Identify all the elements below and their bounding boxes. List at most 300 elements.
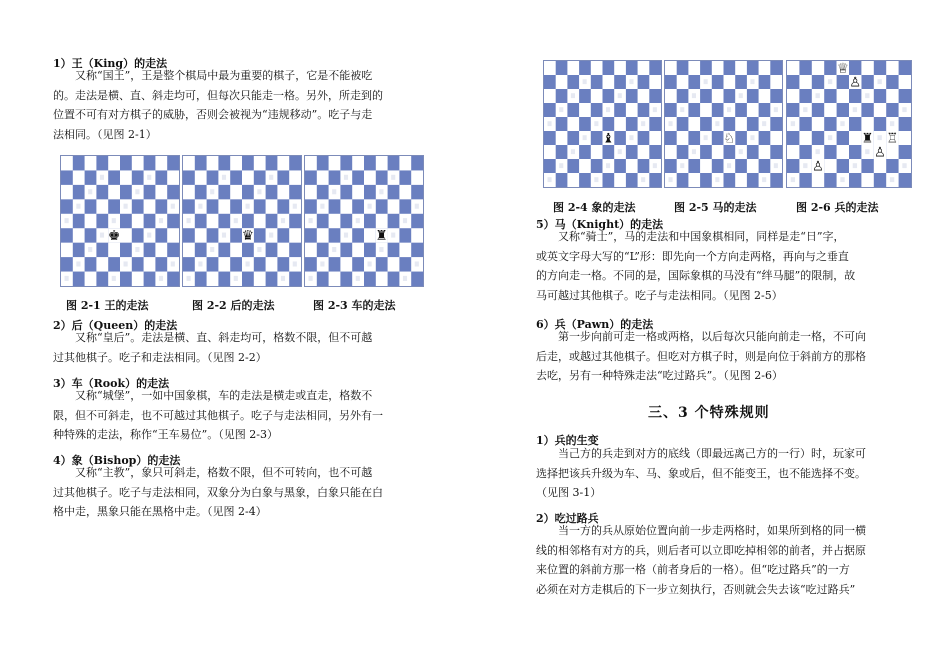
light-square	[96, 257, 108, 272]
dark-square	[96, 214, 108, 229]
square-marker	[257, 189, 261, 194]
square-marker	[379, 189, 383, 194]
bishop-board-svg	[544, 61, 661, 187]
square-marker	[309, 218, 313, 223]
light-square	[799, 75, 812, 89]
light-square	[155, 156, 167, 171]
dark-square	[305, 228, 317, 243]
dark-square	[96, 272, 108, 286]
dark-square	[85, 257, 97, 272]
light-square	[638, 61, 650, 75]
dark-square	[614, 131, 626, 145]
square-marker	[548, 121, 552, 126]
dark-square	[61, 170, 73, 185]
square-marker	[269, 175, 273, 180]
light-square	[649, 75, 661, 89]
dark-square	[266, 185, 278, 200]
dark-square	[329, 257, 341, 272]
board-pawn	[786, 60, 912, 188]
square-marker	[112, 218, 116, 223]
square-marker	[171, 204, 175, 209]
light-square	[411, 170, 423, 185]
dark-square	[218, 185, 230, 200]
dark-square	[289, 214, 301, 229]
square-marker	[147, 175, 151, 180]
caption-2-5: 图 2-5 马的走法	[674, 201, 757, 214]
light-square	[289, 228, 301, 243]
dark-square	[886, 103, 899, 117]
light-square	[614, 61, 626, 75]
square-marker	[715, 121, 719, 126]
dark-square	[591, 131, 603, 145]
dark-square	[242, 156, 254, 171]
light-square	[317, 170, 329, 185]
dark-square	[849, 145, 862, 159]
square-marker	[187, 276, 191, 281]
square-marker	[653, 163, 657, 168]
square-marker	[198, 204, 202, 209]
light-square	[364, 228, 376, 243]
light-square	[289, 170, 301, 185]
dark-square	[242, 243, 254, 258]
queen-heading: 2）后（Queen）的走法	[53, 319, 178, 332]
dark-square	[340, 243, 352, 258]
dark-square	[591, 103, 603, 117]
dark-square	[677, 117, 689, 131]
dark-square	[195, 214, 207, 229]
en-passant-heading: 2）吃过路兵	[536, 512, 599, 525]
light-square	[340, 257, 352, 272]
board-queen	[182, 155, 302, 287]
dark-square	[388, 156, 400, 171]
dark-square	[155, 257, 167, 272]
dark-square	[700, 173, 712, 187]
square-marker	[571, 93, 575, 98]
dark-square	[266, 156, 278, 171]
square-marker	[147, 233, 151, 238]
light-square	[254, 156, 266, 171]
square-marker	[803, 163, 807, 168]
dark-square	[411, 156, 423, 171]
dark-square	[352, 228, 364, 243]
dark-square	[759, 103, 771, 117]
light-square	[242, 170, 254, 185]
square-marker	[606, 107, 610, 112]
dark-square	[183, 257, 195, 272]
light-square	[787, 145, 800, 159]
square-marker	[653, 107, 657, 112]
light-square	[812, 173, 825, 187]
light-square	[144, 199, 156, 214]
light-square	[747, 103, 759, 117]
square-marker	[890, 177, 894, 182]
knight-paragraph: 又称“骑士”，马的走法和中国象棋相同，同样是走“日”字， 或英文字母大写的“L”形：即先向一个方向走两格，再向与之垂直 的方向走一格。不同的是，国际象棋的马没有“绊马腿”的限制，故 马可越过其他棋子。吃子与走法相同。（见图 2-5）	[536, 230, 856, 302]
light-square	[544, 145, 556, 159]
dark-square	[317, 185, 329, 200]
dark-square	[874, 61, 887, 75]
light-square	[352, 156, 364, 171]
square-marker	[739, 93, 743, 98]
light-square	[85, 156, 97, 171]
dark-square	[747, 117, 759, 131]
dark-square	[73, 185, 85, 200]
dark-square	[254, 228, 266, 243]
square-marker	[391, 233, 395, 238]
dark-square	[411, 185, 423, 200]
dark-square	[167, 272, 179, 286]
dark-square	[579, 61, 591, 75]
rook-piece: ♜	[375, 228, 388, 245]
square-marker	[774, 163, 778, 168]
light-square	[61, 243, 73, 258]
light-square	[207, 214, 219, 229]
dark-square	[61, 257, 73, 272]
light-square	[759, 61, 771, 75]
square-marker	[865, 149, 869, 154]
square-marker	[902, 107, 906, 112]
square-marker	[293, 204, 297, 209]
dark-square	[61, 228, 73, 243]
dark-square	[837, 75, 850, 89]
dark-square	[167, 185, 179, 200]
queen-piece: ♕	[836, 61, 849, 77]
dark-square	[167, 243, 179, 258]
square-marker	[840, 177, 844, 182]
dark-square	[824, 145, 837, 159]
queen-board-svg	[183, 156, 301, 286]
light-square	[849, 131, 862, 145]
square-marker	[583, 135, 587, 140]
light-square	[688, 173, 700, 187]
dark-square	[254, 257, 266, 272]
square-marker	[320, 204, 324, 209]
dark-square	[812, 75, 825, 89]
square-marker	[878, 135, 882, 140]
dark-square	[649, 145, 661, 159]
light-square	[787, 89, 800, 103]
dark-square	[579, 173, 591, 187]
light-square	[556, 131, 568, 145]
light-square	[665, 145, 677, 159]
light-square	[167, 170, 179, 185]
dark-square	[277, 257, 289, 272]
square-marker	[124, 204, 128, 209]
dark-square	[120, 272, 132, 286]
dark-square	[399, 170, 411, 185]
square-marker	[135, 247, 139, 252]
dark-square	[688, 159, 700, 173]
bishop-heading: 4）象（Bishop）的走法	[53, 454, 181, 467]
dark-square	[700, 117, 712, 131]
dark-square	[195, 272, 207, 286]
dark-square	[242, 185, 254, 200]
dark-square	[626, 173, 638, 187]
dark-square	[688, 103, 700, 117]
square-marker	[281, 218, 285, 223]
dark-square	[73, 243, 85, 258]
dark-square	[364, 243, 376, 258]
light-square	[579, 103, 591, 117]
dark-square	[132, 228, 144, 243]
dark-square	[364, 272, 376, 286]
light-square	[218, 199, 230, 214]
light-square	[626, 103, 638, 117]
light-square	[556, 75, 568, 89]
light-square	[61, 185, 73, 200]
dark-square	[556, 61, 568, 75]
dark-square	[603, 145, 615, 159]
dark-square	[305, 199, 317, 214]
light-square	[567, 61, 579, 75]
light-square	[61, 156, 73, 171]
square-marker	[727, 107, 731, 112]
light-square	[665, 61, 677, 75]
dark-square	[886, 159, 899, 173]
rook-board-svg	[305, 156, 423, 286]
square-marker	[246, 204, 250, 209]
light-square	[108, 156, 120, 171]
dark-square	[614, 75, 626, 89]
dark-square	[824, 89, 837, 103]
light-square	[677, 75, 689, 89]
king-board-svg	[61, 156, 179, 286]
dark-square	[849, 61, 862, 75]
dark-square	[218, 214, 230, 229]
dark-square	[155, 228, 167, 243]
dark-square	[579, 117, 591, 131]
light-square	[108, 243, 120, 258]
light-square	[638, 145, 650, 159]
light-square	[73, 170, 85, 185]
square-marker	[415, 261, 419, 266]
dark-square	[759, 75, 771, 89]
square-marker	[210, 189, 214, 194]
dark-square	[603, 61, 615, 75]
light-square	[567, 117, 579, 131]
dark-square	[144, 272, 156, 286]
dark-square	[849, 173, 862, 187]
dark-square	[626, 61, 638, 75]
dark-square	[874, 173, 887, 187]
dark-square	[837, 159, 850, 173]
square-marker	[594, 121, 598, 126]
dark-square	[132, 199, 144, 214]
light-square	[861, 61, 874, 75]
dark-square	[329, 199, 341, 214]
dark-square	[167, 214, 179, 229]
light-square	[747, 159, 759, 173]
dark-square	[183, 170, 195, 185]
dark-square	[556, 117, 568, 131]
dark-square	[230, 257, 242, 272]
light-square	[799, 131, 812, 145]
light-square	[183, 185, 195, 200]
dark-square	[770, 173, 782, 187]
dark-square	[556, 89, 568, 103]
dark-square	[277, 170, 289, 185]
light-square	[886, 61, 899, 75]
light-square	[376, 156, 388, 171]
dark-square	[787, 103, 800, 117]
dark-square	[277, 199, 289, 214]
dark-square	[329, 228, 341, 243]
dark-square	[759, 159, 771, 173]
dark-square	[712, 159, 724, 173]
dark-square	[812, 103, 825, 117]
dark-square	[556, 173, 568, 187]
light-square	[120, 228, 132, 243]
dark-square	[352, 170, 364, 185]
caption-2-2: 图 2-2 后的走法	[192, 299, 275, 312]
light-square	[305, 243, 317, 258]
dark-square	[591, 75, 603, 89]
light-square	[155, 243, 167, 258]
light-square	[874, 159, 887, 173]
dark-square	[735, 75, 747, 89]
light-square	[770, 131, 782, 145]
pawn-piece: ♙	[812, 159, 824, 175]
square-marker	[222, 175, 226, 180]
dark-square	[352, 257, 364, 272]
board-king	[60, 155, 180, 287]
dark-square	[861, 159, 874, 173]
square-marker	[368, 261, 372, 266]
square-marker	[391, 175, 395, 180]
board-bishop	[543, 60, 662, 188]
square-marker	[840, 121, 844, 126]
dark-square	[85, 199, 97, 214]
dark-square	[638, 75, 650, 89]
light-square	[195, 170, 207, 185]
square-marker	[246, 261, 250, 266]
square-marker	[403, 276, 407, 281]
square-marker	[828, 135, 832, 140]
dark-square	[266, 214, 278, 229]
dark-square	[364, 214, 376, 229]
light-square	[677, 131, 689, 145]
light-square	[73, 228, 85, 243]
dark-square	[899, 61, 911, 75]
square-marker	[344, 175, 348, 180]
light-square	[759, 89, 771, 103]
dark-square	[230, 228, 242, 243]
square-marker	[171, 261, 175, 266]
dark-square	[254, 199, 266, 214]
dark-square	[579, 145, 591, 159]
square-marker	[704, 79, 708, 84]
dark-square	[567, 75, 579, 89]
king-paragraph: 又称“国王”，王是整个棋局中最为重要的棋子，它是不能被吃 的。走法是横、直、斜走均可，但每次只能走一格。另外，所走到的 位置不可有对方棋子的威胁，否则会被视为“违规移动”。吃子与走 法相同。（见图 2-1）	[53, 69, 383, 141]
board-rook	[304, 155, 424, 287]
light-square	[376, 214, 388, 229]
dark-square	[874, 117, 887, 131]
light-square	[665, 89, 677, 103]
dark-square	[638, 131, 650, 145]
dark-square	[340, 214, 352, 229]
dark-square	[899, 173, 911, 187]
dark-square	[218, 243, 230, 258]
square-marker	[774, 107, 778, 112]
light-square	[614, 117, 626, 131]
dark-square	[665, 131, 677, 145]
dark-square	[364, 156, 376, 171]
square-marker	[715, 177, 719, 182]
dark-square	[218, 156, 230, 171]
dark-square	[266, 272, 278, 286]
light-square	[591, 145, 603, 159]
dark-square	[183, 199, 195, 214]
square-marker	[853, 163, 857, 168]
light-square	[638, 89, 650, 103]
square-marker	[618, 149, 622, 154]
dark-square	[724, 173, 736, 187]
light-square	[567, 173, 579, 187]
dark-square	[799, 61, 812, 75]
square-marker	[902, 163, 906, 168]
dark-square	[120, 243, 132, 258]
light-square	[591, 61, 603, 75]
dark-square	[305, 170, 317, 185]
dark-square	[747, 173, 759, 187]
dark-square	[665, 103, 677, 117]
dark-square	[626, 117, 638, 131]
square-marker	[865, 93, 869, 98]
square-marker	[669, 177, 673, 182]
dark-square	[724, 61, 736, 75]
dark-square	[677, 89, 689, 103]
dark-square	[799, 173, 812, 187]
dark-square	[155, 199, 167, 214]
dark-square	[376, 170, 388, 185]
dark-square	[712, 131, 724, 145]
square-marker	[379, 247, 383, 252]
dark-square	[73, 214, 85, 229]
dark-square	[886, 75, 899, 89]
square-marker	[641, 177, 645, 182]
light-square	[329, 214, 341, 229]
square-marker	[692, 93, 696, 98]
square-marker	[76, 261, 80, 266]
dark-square	[411, 243, 423, 258]
square-marker	[641, 121, 645, 126]
dark-square	[96, 185, 108, 200]
dark-square	[340, 156, 352, 171]
light-square	[603, 75, 615, 89]
dark-square	[120, 214, 132, 229]
square-marker	[65, 276, 69, 281]
light-square	[277, 185, 289, 200]
dark-square	[411, 272, 423, 286]
square-marker	[750, 135, 754, 140]
dark-square	[329, 170, 341, 185]
square-marker	[559, 107, 563, 112]
light-square	[626, 159, 638, 173]
dark-square	[388, 272, 400, 286]
knight-board-svg	[665, 61, 782, 187]
light-square	[132, 156, 144, 171]
square-marker	[112, 276, 116, 281]
rook-paragraph: 又称“城堡”，一如中国象棋，车的走法是横走或直走，格数不 限，但不可斜走，也不可越过其他棋子。吃子与走法相同，另外有一 种特殊的走法，称作“王车易位”。（见图 2-3）	[53, 389, 383, 441]
dark-square	[735, 131, 747, 145]
dark-square	[787, 75, 800, 89]
square-marker	[680, 163, 684, 168]
square-marker	[269, 233, 273, 238]
light-square	[770, 75, 782, 89]
square-marker	[332, 247, 336, 252]
light-square	[207, 272, 219, 286]
dark-square	[399, 199, 411, 214]
light-square	[329, 272, 341, 286]
